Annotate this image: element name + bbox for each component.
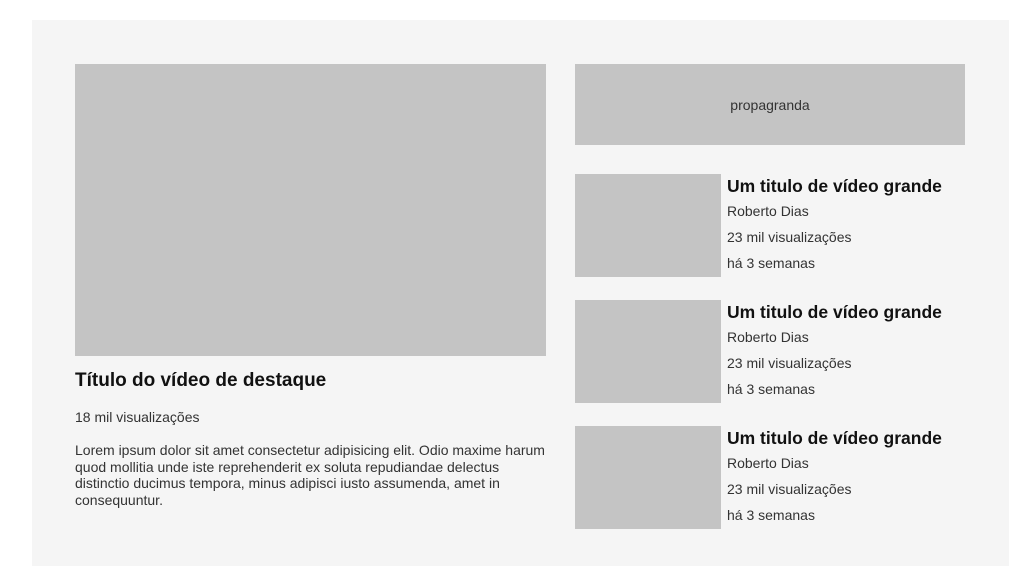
video-views: 23 mil visualizações xyxy=(727,481,852,497)
video-views: 23 mil visualizações xyxy=(727,355,852,371)
video-thumbnail[interactable] xyxy=(575,426,721,529)
video-list-item[interactable] xyxy=(575,426,975,529)
featured-video-description: Lorem ipsum dolor sit amet consectetur adipisicing elit. Odio maxime harum quod mollitia unde iste reprehenderit ex soluta repudiandae delectus distinctio ducimus tempora, minus adipisci iusto assumenda, amet in consequuntur. xyxy=(75,442,545,508)
featured-video-views: 18 mil visualizações xyxy=(75,409,200,425)
featured-video-thumbnail[interactable] xyxy=(75,64,546,356)
video-info xyxy=(727,300,977,402)
ad-label: propagranda xyxy=(730,96,810,113)
video-age: há 3 semanas xyxy=(727,381,815,397)
video-info xyxy=(727,426,977,528)
ad-banner[interactable] xyxy=(575,64,965,145)
featured-video-title[interactable]: Título do vídeo de destaque xyxy=(75,370,327,391)
video-views: 23 mil visualizações xyxy=(727,229,852,245)
video-author[interactable]: Roberto Dias xyxy=(727,455,809,471)
video-title[interactable]: Um titulo de vídeo grande xyxy=(727,176,942,196)
video-age: há 3 semanas xyxy=(727,255,815,271)
video-info xyxy=(727,174,977,276)
video-thumbnail[interactable] xyxy=(575,300,721,403)
video-author[interactable]: Roberto Dias xyxy=(727,203,809,219)
video-title[interactable]: Um titulo de vídeo grande xyxy=(727,302,942,322)
page-container xyxy=(32,20,1009,566)
video-age: há 3 semanas xyxy=(727,507,815,523)
video-title[interactable]: Um titulo de vídeo grande xyxy=(727,428,942,448)
video-list-item[interactable] xyxy=(575,174,975,277)
video-thumbnail[interactable] xyxy=(575,174,721,277)
video-author[interactable]: Roberto Dias xyxy=(727,329,809,345)
video-list-item[interactable] xyxy=(575,300,975,403)
